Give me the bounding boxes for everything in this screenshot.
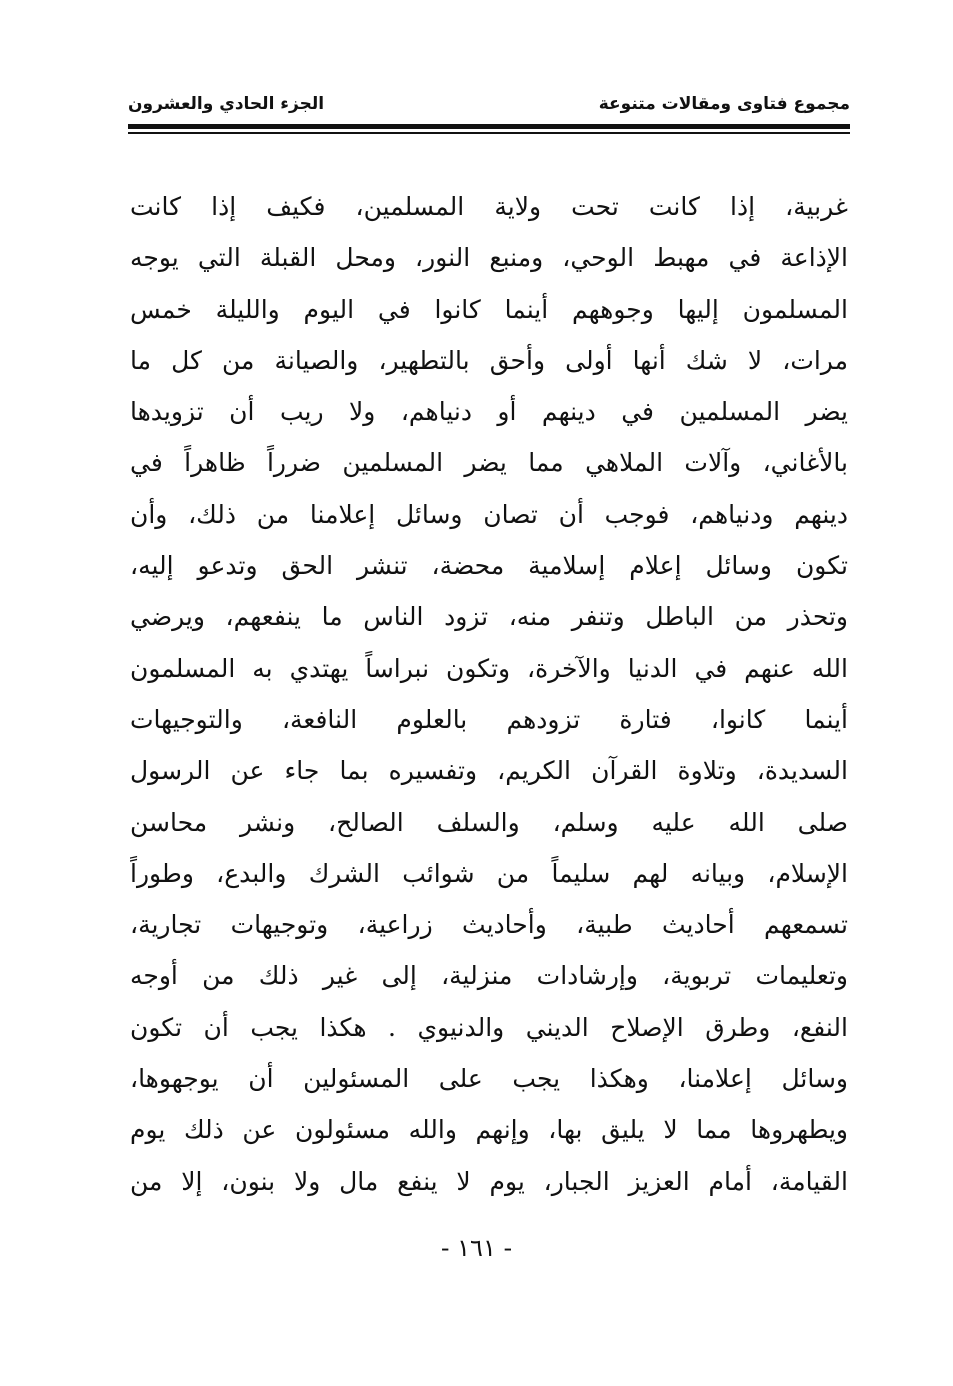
text-line: النفع، وطرق الإصلاح الديني والدنيوي . هكذا يجب أن تكون bbox=[130, 1012, 848, 1042]
running-header bbox=[128, 86, 850, 122]
text-line: وتعليمات تربوية، وإرشادات منزلية، إلى غير ذلك من أوجه bbox=[130, 961, 848, 991]
text-line: ويطهروها مما لا يليق بها، وإنهم والله مسئولون عن ذلك يوم bbox=[130, 1115, 848, 1145]
text-line: يضر المسلمين في دينهم أو دنياهم، ولا ريب أن تزويدها bbox=[130, 397, 848, 427]
text-line: تكون وسائل إعلام إسلامية محضة، تنشر الحق وتدعو إليه، bbox=[130, 551, 848, 581]
text-line: المسلمون إليها وجوههم أينما كانوا في اليوم والليلة خمس bbox=[130, 294, 848, 324]
page-number: - ١٦١ - bbox=[440, 1234, 513, 1262]
text-line: الله عنهم في الدنيا والآخرة، وتكون نبراساً يهتدي به المسلمون bbox=[130, 653, 848, 683]
text-line: وتحذر من الباطل وتنفر منه، تزود الناس ما ينفعهم، ويرضي bbox=[130, 602, 848, 632]
text-line: الإسلام، وبيانه لهم سليماً من شوائب الشرك والبدع، وطوراً bbox=[130, 858, 848, 888]
volume-label: الجزء الحادي والعشرون bbox=[128, 94, 325, 114]
body-text bbox=[130, 181, 848, 1207]
text-line: الإذاعة في مهبط الوحي، ومنبع النور، ومحل القبلة التي يوجه bbox=[130, 243, 848, 273]
text-line: مرات، لا شك أنها أولى وأحق بالتطهير، والصيانة من كل ما bbox=[130, 345, 848, 375]
text-line: وسائل إعلامنا، وهكذا يجب على المسئولين أن يوجهوها، bbox=[130, 1064, 848, 1094]
text-line: دينهم ودنياهم، فوجب أن تصان وسائل إعلامنا من ذلك، وأن bbox=[130, 499, 848, 529]
text-line: تسمعهم أحاديث طبية، وأحاديث زراعية، وتوجيهات تجارية، bbox=[130, 910, 848, 940]
header-rule-thick bbox=[128, 124, 850, 129]
book-title: مجموع فتاوى ومقالات متنوعة bbox=[598, 94, 850, 114]
header-rule-thin bbox=[128, 132, 850, 134]
text-line: القيامة، أمام العزيز الجبار، يوم لا ينفع مال ولا بنون، إلا من bbox=[130, 1166, 848, 1196]
text-line: صلى الله عليه وسلم، والسلف الصالح، ونشر محاسن bbox=[130, 807, 848, 837]
text-line: السديدة، وتلاوة القرآن الكريم، وتفسيره بما جاء عن الرسول bbox=[130, 756, 848, 786]
text-line: بالأغاني، وآلات الملاهي مما يضر المسلمين ضرراً ظاهراً في bbox=[130, 448, 848, 478]
text-line: غربية، إذا كانت تحت ولاية المسلمين، فكيف إذا كانت bbox=[130, 192, 848, 221]
text-line: أينما كانوا، فتارة تزودهم بالعلوم النافعة، والتوجيهات bbox=[130, 704, 848, 734]
